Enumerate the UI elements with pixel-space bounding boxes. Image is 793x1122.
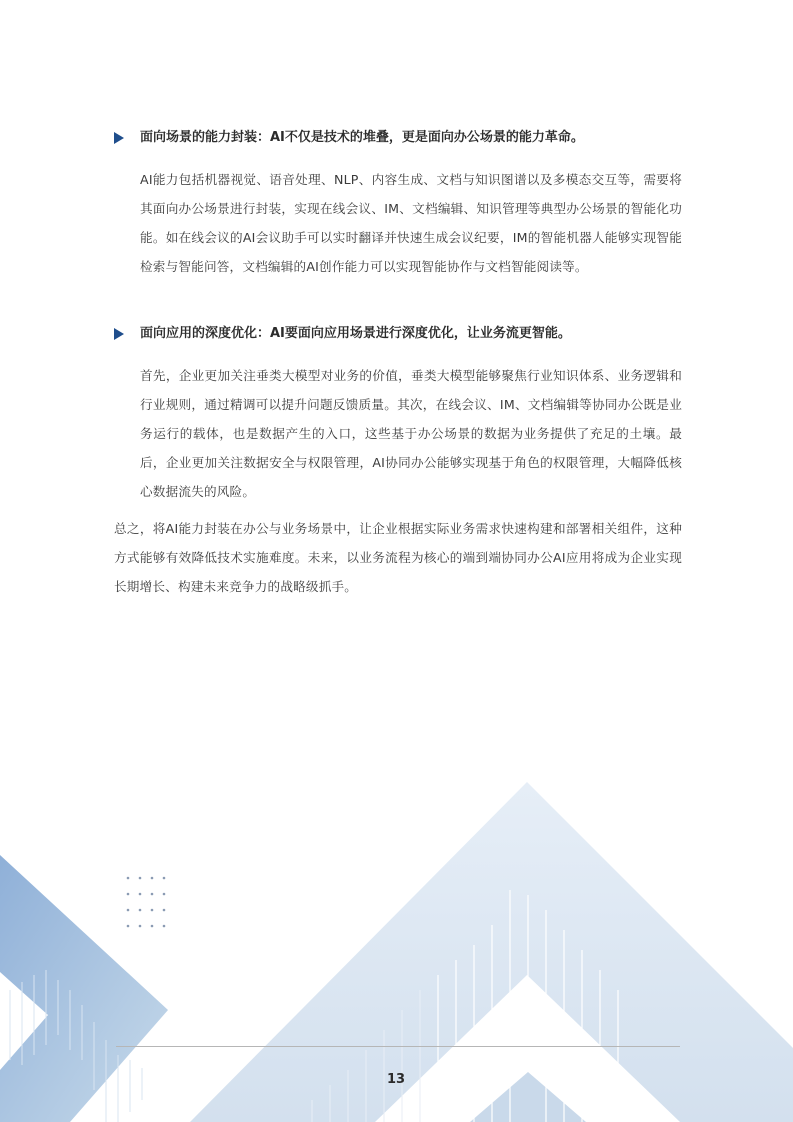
footer-divider xyxy=(116,1046,680,1047)
section-heading-text: 面向场景的能力封装：AI不仅是技术的堆叠，更是面向办公场景的能力革命。 xyxy=(140,130,584,145)
section-body-paragraph: AI能力包括机器视觉、语音处理、NLP、内容生成、文档与知识图谱以及多模态交互等，需要将其面向办公场景进行封装，实现在线会议、IM、文档编辑、知识管理等典型办公场景的智能化功能。如在线会议的AI会议助手可以实时翻译并快速生成会议纪要，IM的智能机器人能够实现智能检索与智能问答，文档编辑的AI创作能力可以实现智能协作与文档智能阅读等。 xyxy=(140,172,682,274)
page-number: 13 xyxy=(386,1072,406,1087)
triangle-bullet-icon xyxy=(114,132,124,144)
triangle-bullet-icon xyxy=(114,328,124,340)
summary-paragraph: 总之，将AI能力封装在办公与业务场景中，让企业根据实际业务需求快速构建和部署相关组件，这种方式能够有效降低技术实施难度。未来，以业务流程为核心的端到端协同办公AI应用将成为企业实现长期增长、构建未来竞争力的战略级抓手。 xyxy=(114,521,682,594)
section-body-paragraph: 首先，企业更加关注垂类大模型对业务的价值，垂类大模型能够聚焦行业知识体系、业务逻辑和行业规则，通过精调可以提升问题反馈质量。其次，在线会议、IM、文档编辑等协同办公既是业务运行的载体，也是数据产生的入口，这些基于办公场景的数据为业务提供了充足的土壤。最后，企业更加关注数据安全与权限管理，AI协同办公能够实现基于角色的权限管理，大幅降低核心数据流失的风险。 xyxy=(140,368,682,499)
section-heading-text: 面向应用的深度优化：AI要面向应用场景进行深度优化，让业务流更智能。 xyxy=(140,326,571,341)
dot-grid-decoration xyxy=(124,874,174,932)
decorative-background xyxy=(0,760,793,1122)
